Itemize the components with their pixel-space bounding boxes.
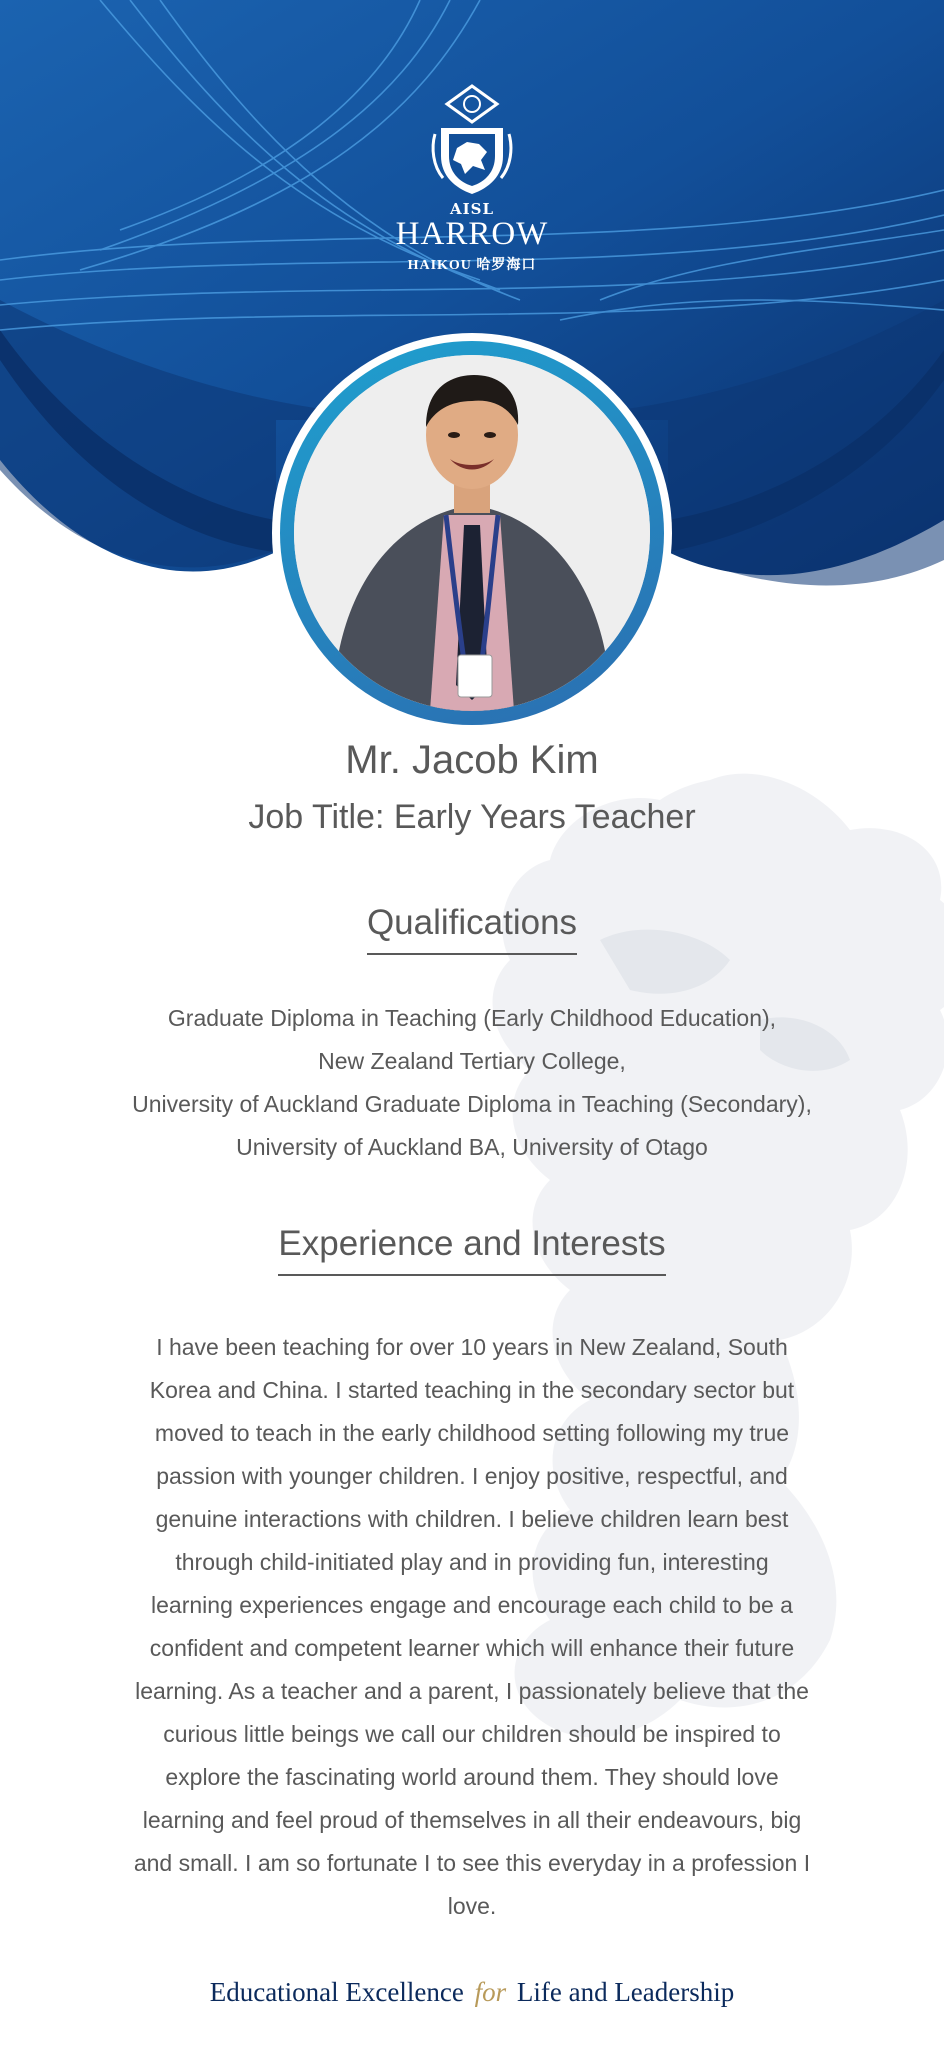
teacher-name: Mr. Jacob Kim xyxy=(345,738,599,782)
experience-heading: Experience and Interests xyxy=(278,1224,665,1276)
qualification-line: University of Auckland BA, University of Otago xyxy=(236,1134,708,1160)
experience-heading-wrap xyxy=(0,1224,944,1276)
profile-photo-frame xyxy=(272,333,672,733)
slogan-part-2: Life and Leadership xyxy=(516,1977,735,2007)
profile-photo xyxy=(294,355,650,711)
logo-line-aisl: AISL xyxy=(449,200,495,218)
footer-slogan xyxy=(0,1977,944,2008)
experience-paragraph: I have been teaching for over 10 years in New Zealand, South Korea and China. I started teaching in the secondary sector but moved to teach in the early childhood setting following my true passion with younger children. I enjoy positive, respectful, and genuine interactions with children. I believe children learn best through child-initiated play and in providing fun, interesting learning experiences engage and encourage each child to be a confident and competent learner which will enhance their future learning. As a teacher and a parent, I passionately believe that the curious little beings we call our children should be inspired to explore the fascinating world around them. They should love learning and feel proud of themselves in all their endeavours, big and small. I am so fortunate I to see this everyday in a profession I love. xyxy=(133,1334,811,1919)
qualification-line: University of Auckland Graduate Diploma in Teaching (Secondary), xyxy=(132,1091,812,1117)
slogan-part-for: for xyxy=(474,1977,507,2007)
qualification-line: Graduate Diploma in Teaching (Early Childhood Education), xyxy=(167,1005,777,1031)
slogan-part-1: Educational Excellence xyxy=(209,1977,464,2007)
school-logo xyxy=(372,78,572,288)
qualification-line: New Zealand Tertiary College, xyxy=(318,1048,626,1074)
qualifications-heading: Qualifications xyxy=(367,903,577,955)
crest-icon xyxy=(427,78,517,198)
job-title: Job Title: Early Years Teacher xyxy=(248,798,696,836)
logo-line-haikou: HAIKOU 哈罗海口 xyxy=(407,258,537,273)
qualifications-list xyxy=(0,997,944,1169)
teacher-photo-illustration xyxy=(294,355,650,711)
logo-line-harrow: HARROW xyxy=(395,216,549,252)
qualifications-heading-wrap xyxy=(0,903,944,955)
